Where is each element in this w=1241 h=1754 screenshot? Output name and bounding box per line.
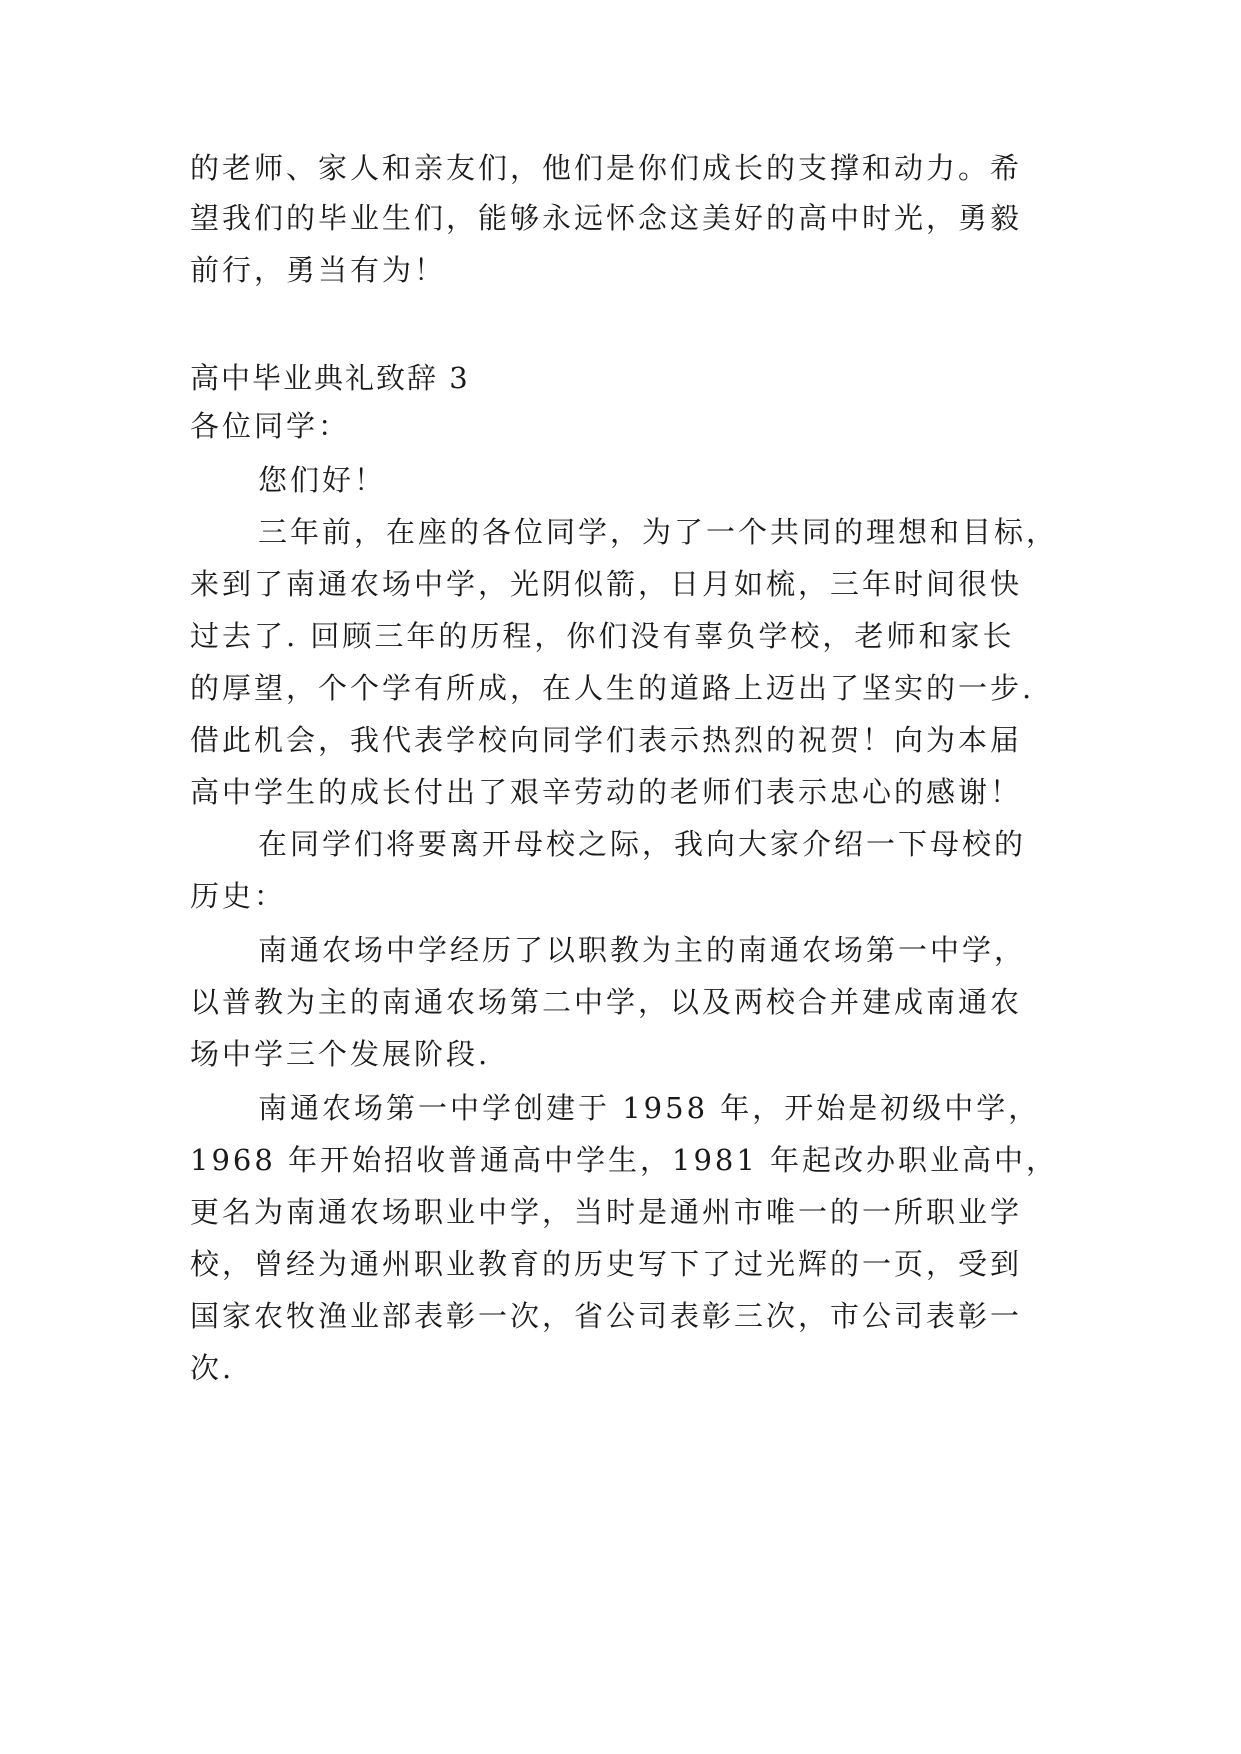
text-line: 以普教为主的南通农场第二中学，以及两校合并建成南通农 <box>190 985 1023 1019</box>
section-heading: 高中毕业典礼致辞 3 <box>190 361 470 395</box>
text-line: 国家农牧渔业部表彰一次，省公司表彰三次，市公司表彰一 <box>190 1299 1023 1333</box>
text-line: 场中学三个发展阶段. <box>190 1037 491 1071</box>
text-line: 1968 年开始招收普通高中学生，1981 年起改办职业高中， <box>190 1143 1059 1177</box>
text-line: 借此机会，我代表学校向同学们表示热烈的祝贺！向为本届 <box>190 723 1023 757</box>
salutation: 各位同学： <box>190 409 351 443</box>
text-line: 前行，勇当有为！ <box>190 253 447 287</box>
text-line: 高中学生的成长付出了艰辛劳动的老师们表示忠心的感谢！ <box>190 775 1023 809</box>
text-line: 在同学们将要离开母校之际，我向大家介绍一下母校的 <box>258 827 1027 861</box>
text-line: 过去了. 回顾三年的历程，你们没有辜负学校，老师和家长 <box>190 619 1015 653</box>
text-line: 三年前，在座的各位同学，为了一个共同的理想和目标， <box>258 515 1059 549</box>
text-line: 南通农场第一中学创建于 1958 年，开始是初级中学， <box>258 1091 1041 1125</box>
text-line: 望我们的毕业生们，能够永远怀念这美好的高中时光，勇毅 <box>190 201 1023 235</box>
text-line: 来到了南通农场中学，光阴似箭，日月如梳，三年时间很快 <box>190 567 1023 601</box>
text-line: 更名为南通农场职业中学，当时是通州市唯一的一所职业学 <box>190 1195 1023 1229</box>
text-line: 次. <box>190 1351 235 1385</box>
greeting: 您们好！ <box>258 463 387 497</box>
text-line: 历史： <box>190 879 287 913</box>
text-line: 校，曾经为通州职业教育的历史写下了过光辉的一页，受到 <box>190 1247 1023 1281</box>
text-line: 的厚望，个个学有所成，在人生的道路上迈出了坚实的一步. <box>190 671 1035 705</box>
text-line: 南通农场中学经历了以职教为主的南通农场第一中学， <box>258 933 1027 967</box>
text-line: 的老师、家人和亲友们，他们是你们成长的支撑和动力。希 <box>190 151 1023 185</box>
